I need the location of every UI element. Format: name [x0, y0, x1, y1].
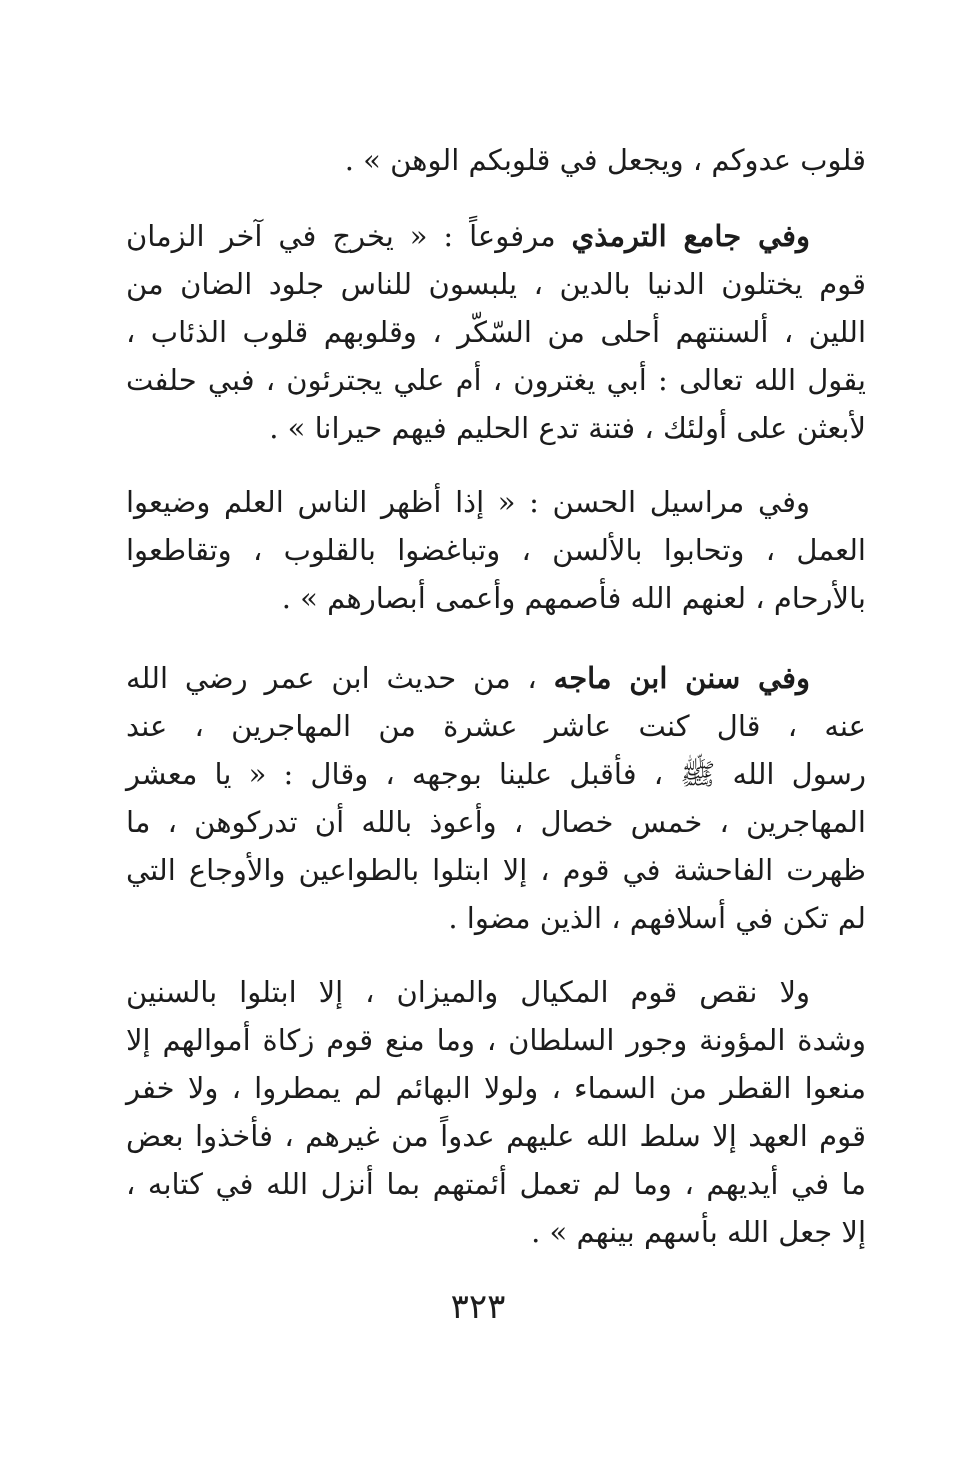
text-line: اللين ، ألسنتهم أحلى من السّكّر ، وقلوبهم قلوب الذئاب ،: [126, 315, 866, 349]
text-line: لم تكن في أسلافهم ، الذين مضوا .: [448, 901, 866, 935]
text-line: العمل ، وتحابوا بالألسن ، وتباغضوا بالقلوب ، وتقاطعوا: [126, 533, 866, 567]
text-line: عنه ، قال كنت عاشر عشرة من المهاجرين ، عند: [126, 709, 866, 743]
paragraph-hasan: [126, 478, 866, 622]
text-line: منعوا القطر من السماء ، ولولا البهائم لم يمطروا ، ولا خفر: [126, 1071, 866, 1105]
paragraph-tirmidhi: [126, 212, 866, 452]
source-title: وفي جامع الترمذي: [571, 219, 811, 253]
text-line: ظهرت الفاحشة في قوم ، إلا ابتلوا بالطواعين والأوجاع التي: [126, 853, 866, 887]
text-line: قوم يختلون الدنيا بالدين ، يلبسون للناس جلود الضان من: [126, 267, 866, 301]
text-line: يقول الله تعالى : أبي يغترون ، أم علي يجترئون ، فبي حلفت: [126, 363, 866, 397]
text-line: رسول الله ﷺ ، فأقبل علينا بوجهه ، وقال : « يا معشر: [126, 757, 866, 791]
text-line: إلا جعل الله بأسهم بينهم » .: [531, 1215, 866, 1249]
source-title: وفي سنن ابن ماجه: [553, 661, 810, 695]
paragraph-ibn-majah: [126, 654, 866, 942]
text-line: وشدة المؤونة وجور السلطان ، وما منع قوم زكاة أموالهم إلا: [126, 1023, 866, 1057]
text-run: مرفوعاً : « يخرج في آخر الزمان: [126, 219, 572, 253]
page-number: ٣٢٣: [450, 1287, 506, 1327]
text-run: ، من حديث ابن عمر رضي الله: [126, 661, 554, 695]
text-line: قوم العهد إلا سلط الله عليهم عدواً من غيرهم ، فأخذوا بعض: [126, 1119, 866, 1153]
paragraph-measures: [126, 968, 866, 1256]
text-line: قلوب عدوكم ، ويجعل في قلوبكم الوهن » .: [344, 143, 866, 177]
text-line: لأبعثن على أولئك ، فتنة تدع الحليم فيهم حيرانا » .: [269, 411, 866, 445]
text-line: المهاجرين ، خمس خصال ، وأعوذ بالله أن تدركوهن ، ما: [126, 805, 866, 839]
text-line: [126, 212, 866, 260]
text-line: ولا نقص قوم المكيال والميزان ، إلا ابتلوا بالسنين: [126, 975, 810, 1009]
text-line: وفي مراسيل الحسن : « إذا أظهر الناس العلم وضيعوا: [126, 485, 810, 519]
text-line: بالأرحام ، لعنهم الله فأصمهم وأعمى أبصارهم » .: [281, 581, 866, 615]
text-line: [126, 654, 866, 702]
text-line: ما في أيديهم ، وما لم تعمل أئمتهم بما أنزل الله في كتابه ،: [126, 1167, 866, 1201]
paragraph-continuation: [126, 136, 866, 184]
